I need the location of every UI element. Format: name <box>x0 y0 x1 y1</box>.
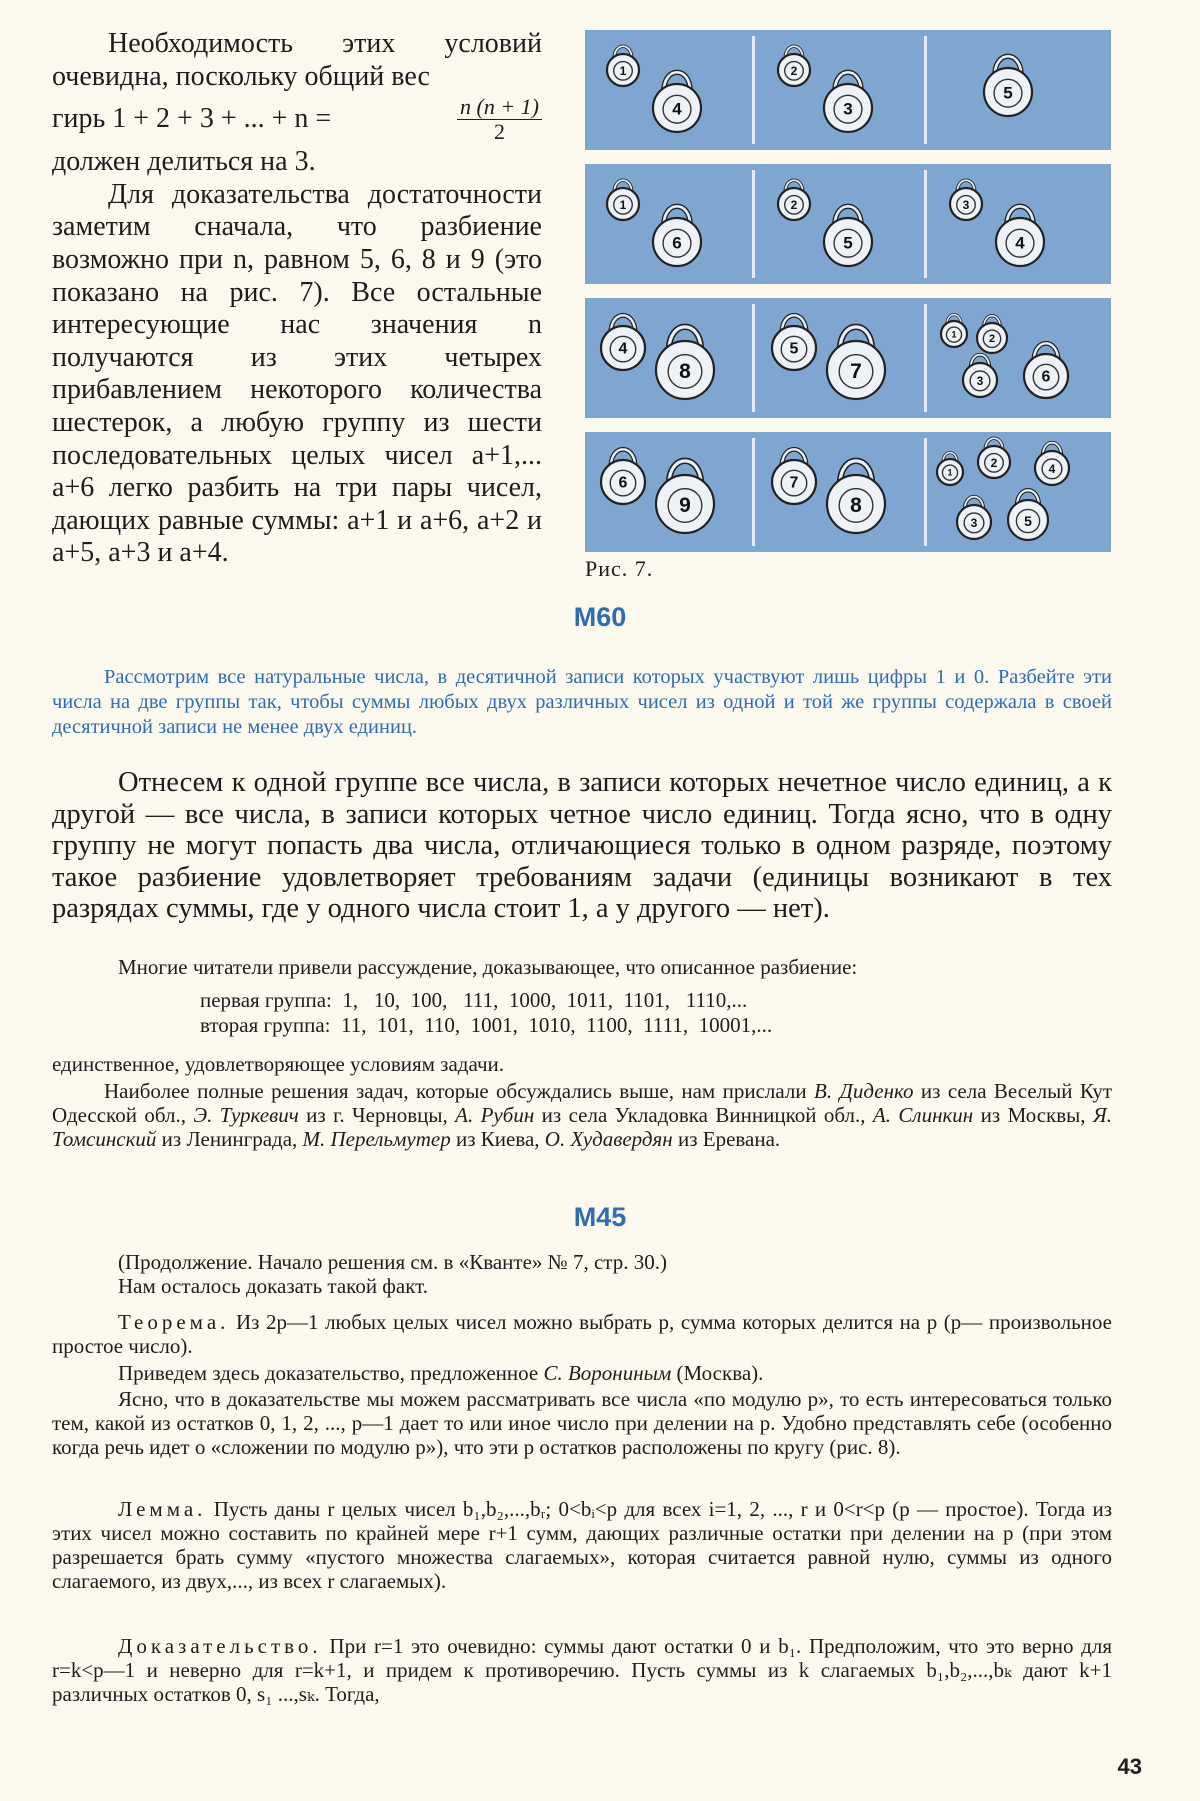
kettlebells-drawing <box>585 30 752 150</box>
panel-divider <box>924 36 927 144</box>
formula-lhs: гирь 1 + 2 + 3 + ... + n = <box>52 103 332 135</box>
kettlebells-drawing <box>928 164 1111 284</box>
kettlebell-3 <box>957 497 991 539</box>
kettlebell-weight-label: 4 <box>1015 233 1025 253</box>
kettlebell-weight-label: 3 <box>976 373 984 388</box>
proof-author: С. Ворониным <box>543 1361 672 1385</box>
sender-place: из г. Черновцы, <box>298 1103 456 1127</box>
kettlebell-weight-label: 7 <box>850 359 862 383</box>
sum-formula <box>52 95 542 144</box>
weight-group <box>756 432 924 552</box>
kettlebell-9 <box>656 461 714 533</box>
panel-divider <box>752 438 755 546</box>
sender-name: О. Худавердян <box>544 1127 673 1151</box>
kettlebell-2 <box>778 180 810 220</box>
kettlebell-2 <box>778 46 810 86</box>
weight-group <box>756 298 924 418</box>
kettlebell-7 <box>827 327 885 399</box>
m60-senders <box>52 1079 1112 1151</box>
paragraph-necessity: Необходимость этих условий очевидна, поскольку общий вес <box>52 28 542 92</box>
figure-panel-row <box>585 432 1111 552</box>
m60-group-first: первая группа: 1, 10, 100, 111, 1000, 1011, 1101, 1110,... <box>200 988 748 1012</box>
kettlebell-weight-label: 6 <box>672 233 682 253</box>
paragraph-necessity-end: должен делиться на 3. <box>52 146 316 178</box>
kettlebell-weight-label: 4 <box>618 340 628 358</box>
formula-fraction <box>457 95 542 144</box>
kettlebells-drawing <box>928 432 1111 552</box>
m45-proof <box>52 1634 1112 1706</box>
figure-panel-row <box>585 298 1111 418</box>
kettlebell-weight-label: 6 <box>1041 368 1051 386</box>
kettlebells-drawing <box>585 164 752 284</box>
sender-name: Я. Томсинский <box>52 1103 1113 1151</box>
page-number: 43 <box>1117 1754 1142 1779</box>
m45-modulo-paragraph: Ясно, что в доказательстве мы можем рассматривать все числа «по модулю p», то есть интересоваться только тем, какой из остатков 0, 1, 2, ..., p—1 дает то или иное число при делении на p. Удобно представлять себе (особенно когда речь идет о «сложении по модулю p»), что эти p остатков расположены по кругу (рис. 8). <box>52 1387 1112 1459</box>
kettlebell-6 <box>653 206 701 266</box>
fraction-denominator: 2 <box>494 119 505 145</box>
kettlebell-5 <box>824 206 872 266</box>
kettlebell-1 <box>607 46 639 86</box>
m60-solution: Отнесем к одной группе все числа, в записи которых нечетное число единиц, а к другой — все числа, в записи которых четное число единиц. Тогда ясно, что в одну группу не могут попасть два числа, отличающиеся только в одном разряде, поэтому такое разбиение удовлетворяет требованиям задачи (единицы возникают в тех разрядах суммы, где у одного числа стоит 1, а у другого — нет). <box>52 767 1112 924</box>
senders-intro: Наиболее полные решения задач, которые обсуждались выше, нам прислали <box>104 1079 807 1103</box>
kettlebells-drawing <box>585 432 752 552</box>
kettlebell-6 <box>601 449 645 504</box>
kettlebell-3 <box>824 72 872 132</box>
kettlebell-weight-label: 3 <box>970 515 978 530</box>
panel-divider <box>924 304 927 412</box>
weight-group <box>585 30 752 150</box>
kettlebell-5 <box>984 56 1032 116</box>
fraction-numerator: n (n + 1) <box>457 95 542 120</box>
sender-place: из Ленинграда, <box>156 1127 303 1151</box>
kettlebell-weight-label: 1 <box>619 197 627 212</box>
figure-panel-row <box>585 30 1111 150</box>
kettlebells-drawing <box>756 298 924 418</box>
weight-group <box>585 432 752 552</box>
kettlebell-weight-label: 9 <box>679 493 691 517</box>
kettlebells-drawing <box>928 298 1111 418</box>
panel-divider <box>752 36 755 144</box>
proof-label: Доказательство. <box>118 1634 322 1658</box>
kettlebell-weight-label: 1 <box>947 467 953 478</box>
proof-text: При r=1 это очевидно: суммы дают остатки 0 и b₁. Предположим, что это верно для r=k<p—1 и неверно для r=k+1, и придем к противоречию. Пусть суммы из k слагаемых b₁,b₂,...,bₖ дают k+1 различных остатков 0, s₁ ...,sₖ. Тогда, <box>52 1634 1112 1706</box>
weight-group <box>756 30 924 150</box>
kettlebell-weight-label: 5 <box>1024 513 1032 529</box>
kettlebell-weight-label: 6 <box>618 474 628 492</box>
kettlebell-weight-label: 2 <box>790 63 798 78</box>
lemma-text: Пусть даны r целых чисел b₁,b₂,...,bᵣ; 0<bᵢ<p для всех i=1, 2, ..., r и 0<r<p (p — простое). Тогда из этих чисел можно составить по крайней мере r+1 сумм, дающих различные остатки при делении на p (при этом разрешается брать сумму «пустого множества слагаемых», которая считается равной нулю, суммы из одного слагаемого, из двух,..., из всех r слагаемых). <box>52 1497 1112 1593</box>
kettlebell-1 <box>937 453 963 485</box>
panel-divider <box>752 170 755 278</box>
panel-divider <box>752 304 755 412</box>
kettlebell-weight-label: 2 <box>990 455 998 470</box>
weight-group <box>928 30 1111 150</box>
sender-place: из Киева, <box>450 1127 545 1151</box>
weight-group <box>928 298 1111 418</box>
theorem-text: Из 2p—1 любых целых чисел можно выбрать p, сумма которых делится на p (p— произвольное простое число). <box>52 1310 1112 1358</box>
kettlebell-3 <box>963 355 997 397</box>
m45-lemma <box>52 1497 1112 1593</box>
kettlebells-drawing <box>928 30 1111 150</box>
kettlebell-1 <box>941 315 967 347</box>
figure-panel-row <box>585 164 1111 284</box>
figure-7 <box>585 30 1111 566</box>
m45-theorem <box>52 1310 1112 1358</box>
sender-name: Э. Туркевич <box>193 1103 299 1127</box>
m45-remains: Нам осталось доказать такой факт. <box>118 1274 429 1298</box>
m60-uniqueness: единственное, удовлетворяющее условиям задачи. <box>52 1052 505 1076</box>
heading-m60: М60 <box>573 602 627 632</box>
kettlebell-3 <box>950 180 982 220</box>
kettlebell-weight-label: 3 <box>962 197 970 212</box>
sender-name: В. Диденко <box>814 1079 914 1103</box>
kettlebell-weight-label: 4 <box>672 99 682 119</box>
kettlebell-weight-label: 8 <box>850 493 862 517</box>
kettlebell-6 <box>1024 343 1068 398</box>
proof-intro-place: (Москва). <box>671 1361 764 1385</box>
paragraph-sufficiency: Для доказательства достаточности заметим сначала, что разбиение возможно при n, равном 5, 6, 8 и 9 (это показано на рис. 7). Все остальные интересующие нас значения n получаются из этих четырех прибавлением некоторого количества шестерок, а любую группу из шести последовательных целых чисел a+1,... a+6 легко разбить на три пары чисел, дающих равные суммы: a+1 и a+6, a+2 и a+5, a+3 и a+4. <box>52 178 542 569</box>
heading-m45: М45 <box>573 1202 627 1232</box>
theorem-label: Теорема. <box>118 1310 230 1334</box>
kettlebell-4 <box>1035 443 1069 485</box>
lemma-label: Лемма. <box>118 1497 207 1521</box>
kettlebell-8 <box>656 327 714 399</box>
sender-place: из Еревана. <box>672 1127 781 1151</box>
kettlebell-weight-label: 2 <box>988 332 996 345</box>
kettlebell-4 <box>996 206 1044 266</box>
left-column-text <box>52 28 542 570</box>
kettlebell-2 <box>978 438 1010 478</box>
m45-continuation: (Продолжение. Начало решения см. в «Кванте» № 7, стр. 30.) <box>118 1250 667 1274</box>
kettlebell-weight-label: 1 <box>619 63 627 78</box>
kettlebell-weight-label: 4 <box>1048 461 1056 476</box>
kettlebell-weight-label: 1 <box>951 329 957 340</box>
kettlebell-5 <box>772 315 816 370</box>
kettlebell-2 <box>977 316 1007 353</box>
proof-intro-text: Приведем здесь доказательство, предложенное <box>118 1361 544 1385</box>
panel-divider <box>924 170 927 278</box>
kettlebell-weight-label: 7 <box>789 474 799 492</box>
kettlebell-weight-label: 5 <box>1003 83 1013 103</box>
weight-group <box>585 164 752 284</box>
weight-group <box>585 298 752 418</box>
kettlebell-weight-label: 2 <box>790 197 798 212</box>
m60-group-second: вторая группа: 11, 101, 110, 1001, 1010, 1100, 1111, 10001,... <box>200 1013 773 1037</box>
weight-group <box>756 164 924 284</box>
sender-place: из села Укладовка Винницкой обл., <box>534 1103 873 1127</box>
kettlebell-4 <box>653 72 701 132</box>
sender-name: А. Слинкин <box>872 1103 974 1127</box>
kettlebell-8 <box>827 461 885 533</box>
kettlebells-drawing <box>756 164 924 284</box>
panel-divider <box>924 438 927 546</box>
kettlebells-drawing <box>756 432 924 552</box>
kettlebell-7 <box>772 449 816 504</box>
figure-caption: Рис. 7. <box>585 556 654 581</box>
kettlebell-1 <box>607 180 639 220</box>
kettlebell-5 <box>1008 490 1048 540</box>
m60-problem-statement: Рассмотрим все натуральные числа, в десятичной записи которых участвуют лишь цифры 1 и 0. Разбейте эти числа на две группы так, чтобы суммы любых двух различных чисел из одной и той же группы содержала в своей десятичной записи не менее двух единиц. <box>52 666 1112 738</box>
sender-name: А. Рубин <box>455 1103 535 1127</box>
m45-proof-intro <box>52 1361 1112 1385</box>
m60-readers-note: Многие читатели привели рассуждение, доказывающее, что описанное разбиение: <box>118 955 858 979</box>
kettlebells-drawing <box>585 298 752 418</box>
sender-place: из села Веселый Кут Одесской обл., <box>52 1079 1112 1127</box>
weight-group <box>928 164 1111 284</box>
kettlebell-weight-label: 5 <box>789 340 799 358</box>
kettlebells-drawing <box>756 30 924 150</box>
kettlebell-4 <box>601 315 645 370</box>
kettlebell-weight-label: 8 <box>679 359 691 383</box>
weight-group <box>928 432 1111 552</box>
sender-name: М. Перельмутер <box>302 1127 451 1151</box>
kettlebell-weight-label: 5 <box>843 233 853 253</box>
kettlebell-weight-label: 3 <box>843 99 853 119</box>
sender-place: из Москвы, <box>973 1103 1093 1127</box>
